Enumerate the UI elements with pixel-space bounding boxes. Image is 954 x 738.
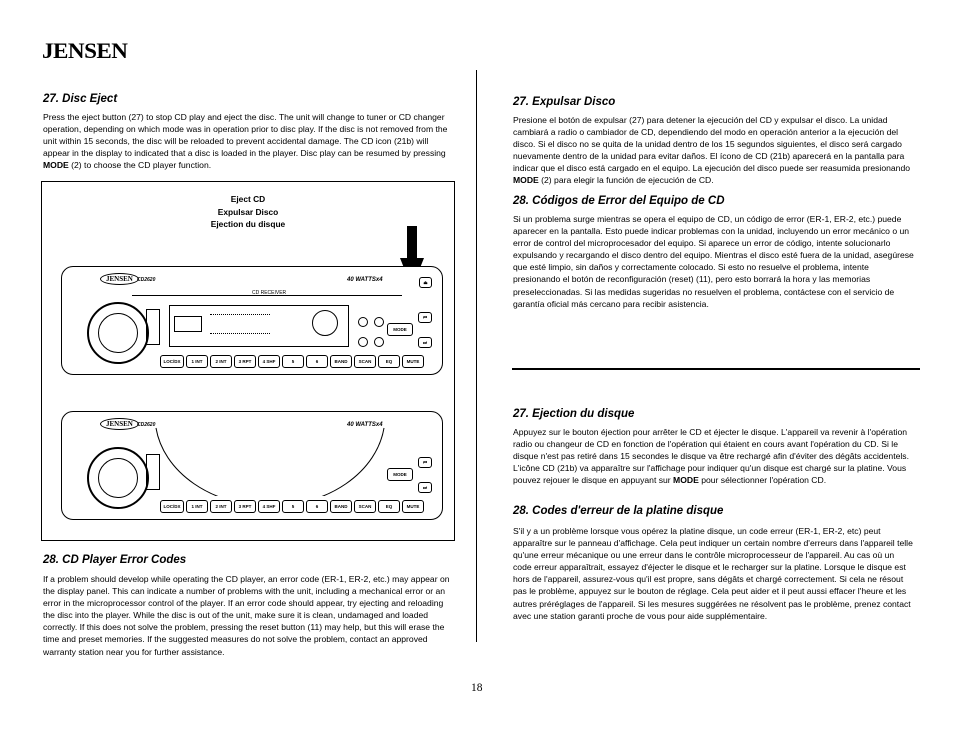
section-27-title-fr: 27. Ejection du disque	[513, 408, 635, 420]
preset-2-button-2[interactable]: 2 INT	[210, 500, 232, 513]
loc-dx-button-2[interactable]: LOC/DX	[160, 500, 184, 513]
eq-button[interactable]: EQ	[378, 355, 400, 368]
section-28-title-fr: 28. Codes d'erreur de la platine disque	[513, 505, 724, 517]
section-28-title-en: 28. CD Player Error Codes	[43, 554, 187, 566]
section-27-title-es: 27. Expulsar Disco	[513, 96, 616, 108]
section-28-title-es: 28. Códigos de Error del Equipo de CD	[513, 195, 725, 207]
model-label: CD2620	[137, 277, 156, 283]
next-button-2[interactable]: ⏭	[418, 482, 432, 493]
radio-faceplate-closed	[61, 266, 443, 375]
figure-caption	[42, 193, 454, 231]
band-button[interactable]: BAND	[330, 355, 352, 368]
loc-dx-button[interactable]: LOC/DX	[160, 355, 184, 368]
preset-6-button[interactable]: 6	[306, 355, 328, 368]
volume-knob-2[interactable]	[87, 447, 149, 509]
prev-button-2[interactable]: ⏮	[418, 457, 432, 468]
radio-brand: JENSEN	[100, 273, 139, 285]
mute-button[interactable]: MUTE	[402, 355, 424, 368]
figure-label-fr: Ejection du disque	[210, 219, 286, 229]
next-button[interactable]: ⏭	[418, 337, 432, 348]
watts-label-2: 40 WATTSx4	[347, 422, 383, 428]
mode-button[interactable]: MODE	[387, 323, 413, 336]
preset-3-button[interactable]: 3 RPT	[234, 355, 256, 368]
radio-brand-2: JENSEN	[100, 418, 139, 430]
preset-4-button[interactable]: 4 SHF	[258, 355, 280, 368]
eject-figure	[41, 181, 455, 541]
section-28-body-fr: S'il y a un problème lorsque vous opérez la platine disque, un code erreur (ER-1, ER-2, etc) peut apparaître sur le panneau d'affichage. Cela peut indiquer un certain nombre d'erreurs dans l'appareil telle qu'une erreur mécanique ou une erreur dans le contrôle microprocesseur de l'appareil. Au cas où un code erreur apparaîtrait, essayez d'éjecter le disque et le recharger sur la platine. Lorsque le disque est hors de l'appareil, assurez-vous qu'il est propre, sans dégâts et chargé correctement. Si cela ne résout pas le problème, appuyez sur le bouton de réglage. Cela peut aider et il peut aussi effacer l'heure et les autres préréglages de l'appareil. Si les mesures suggérées ne résolvent pas le problème, prenez contact avec une station garanti proche de vous pour aide supplémentaire.	[513, 526, 913, 621]
figure-label-en: Eject CD	[230, 194, 266, 204]
scan-button[interactable]: SCAN	[354, 355, 376, 368]
section-27-title-en: 27. Disc Eject	[43, 93, 118, 105]
eject-button[interactable]: ⏏	[419, 277, 432, 288]
section-27-body-fr: Appuyez sur le bouton éjection pour arrêter le CD et éjecter le disque. L'appareil va revenir à l'opération radio ou changeur de CD en fonction de l'opération qui étaient en cours avant l'opération du CD. Si le disque n'est pas retiré dans 15 secondes le disque va être rechargé afin d'éviter des dégâts accidentels. L'icône CD (21b) va apparaître sur l'affichage pour indiquer qu'un disque est chargé sur la platine. Vous pouvez rejouer le disque en appuyant sur MODE pour sélectionner l'opération CD.	[513, 427, 909, 486]
section-27-body-en: Press the eject button (27) to stop CD play and eject the disc. The unit will change to tuner or CD changer operation, depending on which mode was in operation prior to disc play. If the disc is not removed from the unit within 15 seconds, the disc will be reloaded to prevent accidental damage. The CD icon (21b) will appear in the display to indicated that a disc is loaded in the player. Disc play can be resumed by pressing MODE (2) to choose the CD player function.	[43, 112, 448, 171]
preset-6-button-2[interactable]: 6	[306, 500, 328, 513]
section-28-body-en: If a problem should develop while operating the CD player, an error code (ER-1, ER-2, etc.) may appear on the display panel. This can indicate a number of problems with the unit, including a mechanical error or an error in the microprocessor control of the player. If an error code should appear, try ejecting and reloading the disc into the player. While the disc is out of the unit, make sure it is clean, undamaged and loaded correctly. If this does not solve the problem, pressing the reset button (11) may help, but this will erase the time and preset memories. If the suggested measures do not solve the problem, contact an approved warranty station near you for further assistance.	[43, 574, 450, 657]
section-divider	[512, 368, 920, 370]
column-divider	[476, 70, 477, 642]
preset-1-button-2[interactable]: 1 INT	[186, 500, 208, 513]
band-button-2[interactable]: BAND	[330, 500, 352, 513]
scan-button-2[interactable]: SCAN	[354, 500, 376, 513]
disc-icon	[154, 426, 386, 496]
preset-3-button-2[interactable]: 3 RPT	[234, 500, 256, 513]
cd-receiver-label: CD RECEIVER	[252, 290, 287, 296]
preset-5-button[interactable]: 5	[282, 355, 304, 368]
mute-button-2[interactable]: MUTE	[402, 500, 424, 513]
model-label-2: CD2620	[137, 422, 156, 428]
eq-button-2[interactable]: EQ	[378, 500, 400, 513]
watts-label: 40 WATTSx4	[347, 277, 383, 283]
page-number: 18	[471, 682, 483, 694]
section-28-body-es: Si un problema surge mientras se opera el equipo de CD, un código de error (ER-1, ER-2, etc.) puede aparecer en la pantalla. Esto puede indicar problemas con la unidad, incluyendo un error mecánico o un error de control del microprocesador del equipo. Si aparece un error de código, intente solucionarlo expulsando y recargando el disco dentro del equipo. Mientras el disco esté fuera de la unidad, asegúrese que esté limpio, sin daños y correctamente colocado. Si esto no resuelve el problema, intente presionando el botón de reconfiguración (reset) (11), pero esto borrará la hora y las memorias preseleccionadas. Si las medidas sugeridas no resuelven el problema, contáctese con el servicio de garantía oficial más cercano para recibir asistencia.	[513, 214, 914, 309]
preset-2-button[interactable]: 2 INT	[210, 355, 232, 368]
figure-label-es: Expulsar Disco	[217, 206, 279, 217]
volume-knob[interactable]	[87, 302, 149, 364]
radio-faceplate-ejecting	[61, 411, 443, 520]
mode-button-2[interactable]: MODE	[387, 468, 413, 481]
preset-1-button[interactable]: 1 INT	[186, 355, 208, 368]
preset-4-button-2[interactable]: 4 SHF	[258, 500, 280, 513]
prev-button[interactable]: ⏮	[418, 312, 432, 323]
preset-5-button-2[interactable]: 5	[282, 500, 304, 513]
lcd-display	[169, 305, 349, 347]
section-27-body-es: Presione el botón de expulsar (27) para detener la ejecución del CD y expulsar el disco. La unidad cambiará a radio o cambiador de CD, dependiendo del modo en operación anterior a la ejecución del disco. Si el disco no se quita de la unidad dentro de los 15 segundos siguientes, el disco será cargado nuevamente dentro de la unidad para evitar daños. El ícono de CD (21b) aparecerá en la pantalla para indicar que el disco está cargado en el equipo. La ejecución del disco puede ser reasumida presionando MODE (2) para elegir la función de ejecución de CD.	[513, 115, 911, 186]
brand-logo: JENSEN	[42, 38, 128, 63]
